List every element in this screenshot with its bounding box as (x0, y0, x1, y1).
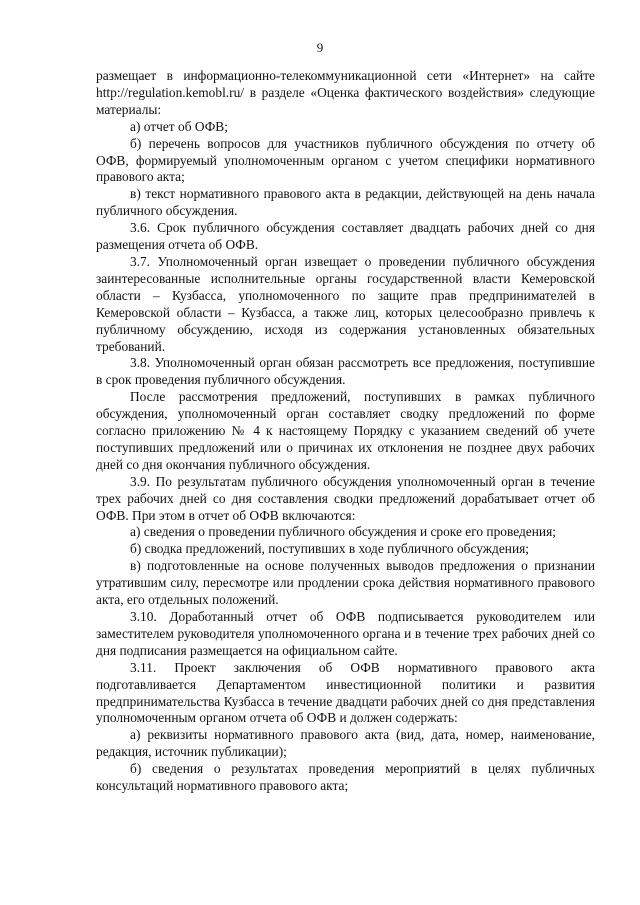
page-number: 9 (316, 40, 324, 55)
clause-3-7: 3.7. Уполномоченный орган извещает о проведении публичного обсуждения заинтересованные исполнительные органы государственной власти Кемеровской области – Кузбасса, уполномоченного по защите прав предпринимателей в Кемеровской области – Кузбасса, а также лиц, которых целесообразно привлечь к публичному обсуждению, исходя из содержания установленных обязательных требований. (96, 253, 595, 354)
list-item-a: а) отчет об ОФВ; (130, 118, 228, 134)
clause-3-9-item-c: в) подготовленные на основе полученных выводов предложения о признании утратившим силу, пересмотре или продлении срока действия нормативного правового акта, его отдельных положений. (96, 558, 595, 608)
clause-3-9-item-b: б) сводка предложений, поступивших в ходе публичного обсуждения; (130, 541, 529, 557)
clause-3-11-item-a: а) реквизиты нормативного правового акта (вид, дата, номер, наименование, редакция, источник публикации); (96, 727, 595, 760)
clause-3-10: 3.10. Доработанный отчет об ОФВ подписывается руководителем или заместителем руководителя уполномоченного органа и в течение трех рабочих дней со дня подписания размещается на официальном сайте. (96, 609, 595, 658)
clause-3-8-continuation: После рассмотрения предложений, поступивших в рамках публичного обсуждения, уполномоченный орган составляет сводку предложений по форме согласно приложению № 4 к настоящему Порядку с указанием сведений об учете поступивших предложений или о причинах их отклонения не позднее двух рабочих дней со дня окончания публичного обсуждения. (96, 389, 595, 472)
clause-3-9-item-a: а) сведения о проведении публичного обсуждения и сроке его проведения; (130, 524, 556, 540)
list-item-b: б) перечень вопросов для участников публичного обсуждения по отчету об ОФВ, формируемый уполномоченным органом с учетом специфики нормативного правового акта; (96, 135, 595, 185)
list-item-c: в) текст нормативного правового акта в редакции, действующей на день начала публичного обсуждения. (96, 186, 595, 219)
clause-3-9: 3.9. По результатам публичного обсуждения уполномоченный орган в течение трех рабочих дней со дня составления сводки предложений дорабатывает отчет об ОФВ. При этом в отчет об ОФВ включаются: (96, 473, 595, 523)
clause-3-11: 3.11. Проект заключения об ОФВ нормативного правового акта подготавливается Департаментом инвестиционной политики и развития предпринимательства Кузбасса в течение двадцати рабочих дней со дня представления уполномоченным органом отчета об ОФВ и должен содержать: (96, 659, 595, 726)
clause-3-6: 3.6. Срок публичного обсуждения составляет двадцать рабочих дней со дня размещения отчета об ОФВ. (96, 220, 595, 253)
clause-3-11-item-b: б) сведения о результатах проведения мероприятий в целях публичных консультаций нормативного правового акта; (96, 761, 595, 794)
paragraph-continuation: размещает в информационно-телекоммуникационной сети «Интернет» на сайте http://regulation.kemobl.ru/ в разделе «Оценка фактического воздействия» следующие материалы: (96, 68, 595, 117)
document-body (96, 68, 595, 795)
clause-3-8: 3.8. Уполномоченный орган обязан рассмотреть все предложения, поступившие в срок проведения публичного обсуждения. (96, 355, 595, 388)
